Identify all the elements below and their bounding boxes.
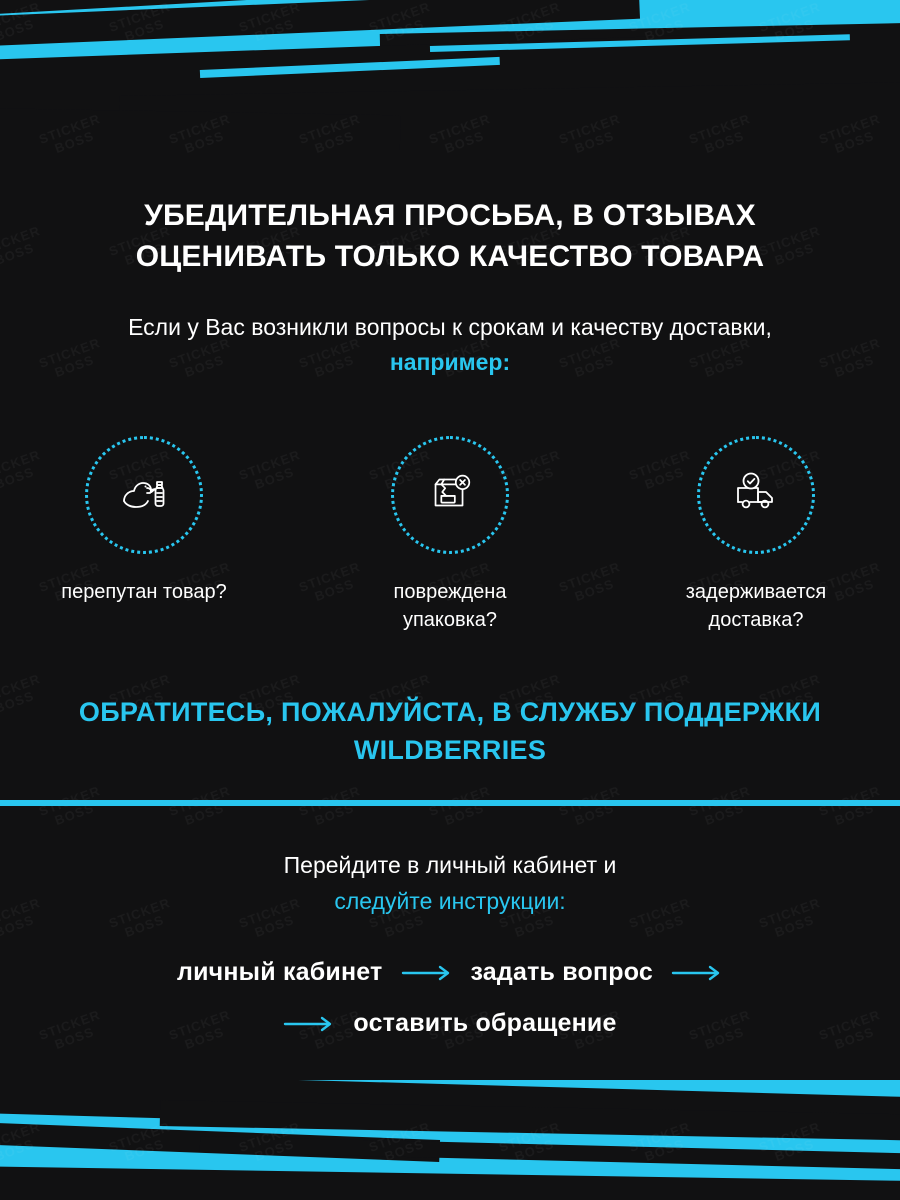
issue-item-wrong-product xyxy=(49,436,239,634)
step-leave-request: оставить обращение xyxy=(353,1009,617,1037)
issue-caption: повреждена упаковка? xyxy=(393,581,507,631)
issue-icons-row xyxy=(0,436,900,634)
arrow-right-icon xyxy=(283,1016,335,1032)
steps-row-1 xyxy=(0,958,900,987)
instructions-line-1: Перейдите в личный кабинет и xyxy=(283,852,617,878)
subtitle-text: Если у Вас возникли вопросы к срокам и качеству доставки, xyxy=(128,314,772,340)
instructions-block xyxy=(0,848,900,919)
steps-flow xyxy=(0,958,900,1060)
icon-circle xyxy=(697,436,815,554)
delivery-truck-icon xyxy=(727,464,785,527)
steps-row-2 xyxy=(0,1009,900,1038)
icon-circle xyxy=(391,436,509,554)
issue-item-delayed-delivery xyxy=(661,436,851,634)
arrow-right-icon xyxy=(671,965,723,981)
arrow-right-icon xyxy=(401,965,453,981)
issue-item-damaged-package xyxy=(355,436,545,634)
damaged-package-icon xyxy=(423,466,477,525)
instructions-line-2: следуйте инструкции: xyxy=(334,887,566,914)
subtitle-accent: например: xyxy=(389,348,511,375)
support-call-to-action: ОБРАТИТЕСЬ, ПОЖАЛУЙСТА, В СЛУЖБУ ПОДДЕРЖКИ WILDBERRIES xyxy=(78,697,822,765)
issue-caption: перепутан товар? xyxy=(61,581,227,603)
subtitle xyxy=(0,310,900,379)
issue-caption: задерживается доставка? xyxy=(685,581,827,631)
step-ask-question: задать вопрос xyxy=(470,958,653,986)
step-personal-account: личный кабинет xyxy=(177,958,383,986)
section-divider xyxy=(0,800,900,806)
icon-circle xyxy=(85,436,203,554)
page-title: УБЕДИТЕЛЬНАЯ ПРОСЬБА, В ОТЗЫВАХ ОЦЕНИВАТЬ ТОЛЬКО КАЧЕСТВО ТОВАРА xyxy=(135,199,765,273)
baby-bottle-icon xyxy=(116,465,172,526)
